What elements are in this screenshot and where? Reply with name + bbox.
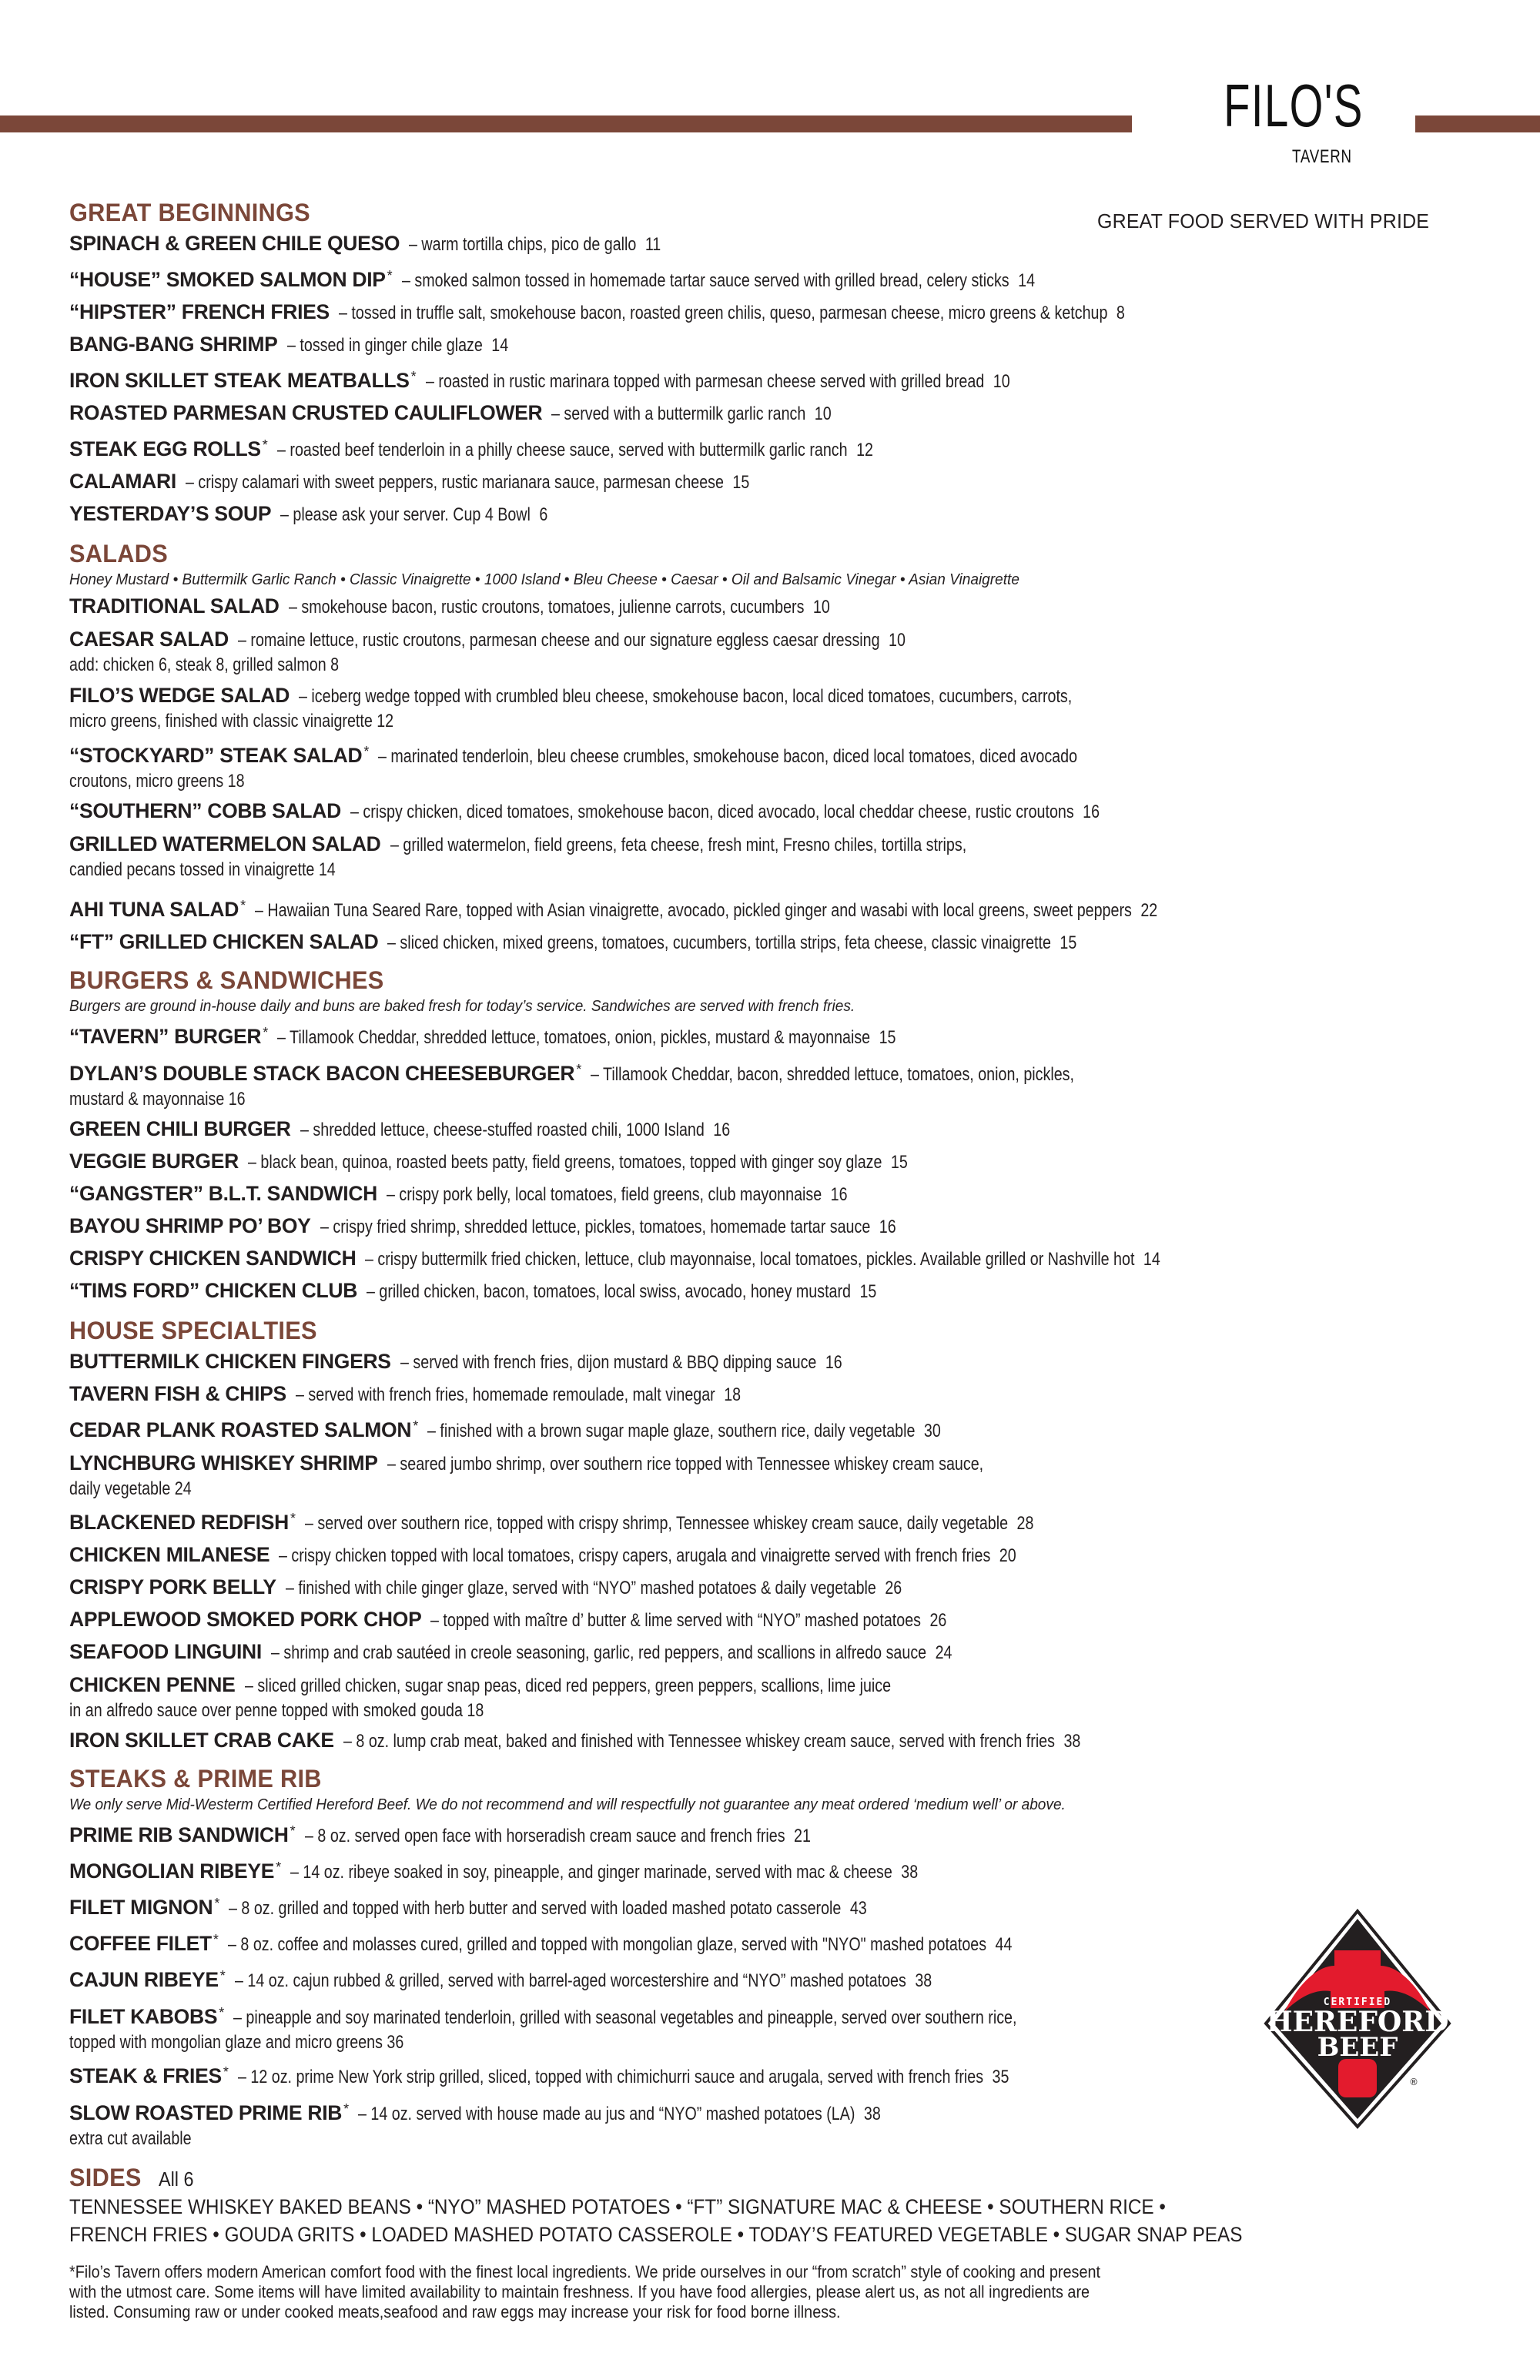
- sides-list-line: FRENCH FRIES • GOUDA GRITS • LOADED MASHED POTATO CASSEROLE • TODAY’S FEATURED VEGETABLE • SUGAR SNAP PEAS: [69, 2223, 1243, 2246]
- item-name: BUTTERMILK CHICKEN FINGERS: [69, 1350, 391, 1373]
- item-name: FILO’S WEDGE SALAD: [69, 684, 290, 707]
- item-price: 15: [890, 1152, 908, 1173]
- item-price: 6: [539, 504, 548, 525]
- description-text: – grilled watermelon, field greens, feta cheese, fresh mint, Fresno chiles, tortilla strips,: [390, 835, 966, 855]
- item-description: [367, 1276, 876, 1307]
- menu-item: [69, 2093, 1270, 2153]
- tagline: GREAT FOOD SERVED WITH PRIDE: [1097, 209, 1430, 233]
- item-price: 10: [993, 371, 1010, 392]
- description-text: – marinated tenderloin, bleu cheese crumbles, smokehouse bacon, diced local tomatoes, diced avocado: [378, 746, 1078, 767]
- raw-warning-asterisk: *: [363, 744, 370, 759]
- item-price: 11: [645, 234, 661, 255]
- disclaimer: [69, 2262, 1150, 2322]
- description-text: – 14 oz. ribeye soaked in soy, pineapple, and ginger marinade, served with mac & cheese: [290, 1862, 892, 1883]
- raw-warning-asterisk: *: [223, 2064, 229, 2080]
- menu-item: [69, 1275, 1270, 1307]
- menu-item: [69, 1725, 1270, 1757]
- raw-warning-asterisk: *: [290, 1823, 296, 1839]
- item-price: 15: [879, 1027, 896, 1048]
- description-text: – served with french fries, homemade remoulade, malt vinegar: [295, 1384, 715, 1405]
- menu-item: [69, 260, 1270, 296]
- section-title: BURGERS & SANDWICHES: [69, 966, 384, 994]
- section-title: SIDES: [69, 2164, 142, 2191]
- item-description: [229, 1893, 867, 1924]
- description-text: – 14 oz. served with house made au jus and “NYO” mashed potatoes (LA): [358, 2104, 855, 2124]
- raw-warning-asterisk: *: [240, 898, 246, 913]
- section-title: HOUSE SPECIALTIES: [69, 1317, 317, 1344]
- item-description: [430, 1605, 946, 1636]
- menu-item: [69, 397, 1270, 430]
- description-text: – pineapple and soy marinated tenderloin, grilled with seasonal vegetables and pineapple, served over southern rice,: [233, 2007, 1017, 2028]
- item-price: 35: [992, 2067, 1009, 2087]
- item-description: [551, 398, 832, 430]
- description-text: – grilled chicken, bacon, tomatoes, local swiss, avocado, honey mustard: [367, 1281, 852, 1302]
- section-note: Burgers are ground in-house daily and buns are baked fresh for today’s service. Sandwiches are served with french fries.: [69, 997, 855, 1015]
- item-price: 30: [924, 1421, 941, 1441]
- item-price: 26: [885, 1578, 902, 1598]
- item-price: 22: [1140, 900, 1158, 921]
- item-description-continued: croutons, micro greens 18: [69, 771, 245, 792]
- menu-item: [69, 430, 1270, 466]
- menu-item: [69, 735, 1270, 795]
- item-description-continued: micro greens, finished with classic vinaigrette 12: [69, 711, 394, 731]
- item-name: “SOUTHERN” COBB SALAD: [69, 799, 341, 822]
- item-description-continued: in an alfredo sauce over penne topped with smoked gouda 18: [69, 1700, 484, 1721]
- item-description-continued: mustard & mayonnaise 16: [69, 1089, 246, 1110]
- item-description: [238, 2061, 1009, 2093]
- item-name: VEGGIE BURGER: [69, 1150, 239, 1173]
- item-description: [427, 1415, 941, 1447]
- menu-item: [69, 1924, 1270, 1960]
- item-name: DYLAN’S DOUBLE STACK BACON CHEESEBURGER: [69, 1062, 575, 1085]
- item-price: 18: [724, 1384, 742, 1405]
- item-price: 38: [864, 2104, 881, 2124]
- section-note: We only serve Mid-Westerm Certified Hereford Beef. We do not recommend and will respectfully not guarantee any meat ordered ‘medium well’ or above.: [69, 1796, 1066, 1813]
- menu-item: [69, 466, 1270, 498]
- description-text: – Hawaiian Tuna Seared Rare, topped with Asian vinaigrette, avocado, pickled ginger and wasabi with local greens, sweet peppers: [255, 900, 1132, 921]
- menu-item: [69, 1447, 1270, 1503]
- menu-section: [69, 197, 1270, 538]
- menu-item: [69, 1503, 1270, 1539]
- item-description: [300, 1114, 730, 1146]
- item-name: SEAFOOD LINGUINI: [69, 1640, 262, 1663]
- certified-hereford-beef-logo: [1261, 1908, 1454, 2131]
- raw-warning-asterisk: *: [410, 369, 417, 384]
- menu-item: [69, 795, 1270, 828]
- item-price: 24: [935, 1642, 952, 1663]
- raw-warning-asterisk: *: [219, 2005, 225, 2020]
- menu-item: [69, 1539, 1270, 1572]
- item-description: [591, 1062, 1074, 1088]
- item-description: [228, 1929, 1012, 1960]
- menu-item: [69, 1053, 1270, 1113]
- item-name: CRISPY CHICKEN SANDWICH: [69, 1247, 357, 1270]
- description-text: – black bean, quinoa, roasted beets patty, field greens, tomatoes, topped with ginger soy glaze: [247, 1152, 882, 1173]
- menu-item: [69, 1669, 1270, 1725]
- description-text: – finished with a brown sugar maple glaze, southern rice, daily vegetable: [427, 1421, 916, 1441]
- item-price: 38: [915, 1970, 932, 1991]
- sides-price: All 6: [158, 2167, 194, 2191]
- item-description: [305, 1508, 1033, 1539]
- menu-item: [69, 1816, 1270, 1852]
- sides-section: [69, 2162, 1270, 2248]
- item-price: 14: [1017, 270, 1035, 291]
- item-price: 38: [1063, 1731, 1081, 1752]
- description-text: – roasted in rustic marinara topped with parmesan cheese served with grilled bread: [425, 371, 984, 392]
- item-name: CAESAR SALAD: [69, 628, 229, 651]
- item-description-continued: extra cut available: [69, 2128, 192, 2149]
- item-description: [387, 1451, 983, 1478]
- menu-item: [69, 498, 1270, 531]
- item-name: TRADITIONAL SALAD: [69, 594, 280, 618]
- raw-warning-asterisk: *: [576, 1062, 582, 1077]
- description-text: – tossed in truffle salt, smokehouse bacon, roasted green chilis, queso, parmesan cheese, micro greens & ketchup: [338, 303, 1108, 323]
- description-text: – smoked salmon tossed in homemade tartar sauce served with grilled bread, celery sticks: [401, 270, 1009, 291]
- item-price: 38: [901, 1862, 919, 1883]
- item-price: 12: [855, 440, 873, 460]
- description-text: – iceberg wedge topped with crumbled bleu cheese, smokehouse bacon, local diced tomatoes, cucumbers, carrots,: [299, 686, 1073, 707]
- item-name: YESTERDAY’S SOUP: [69, 502, 272, 525]
- item-description: [390, 832, 966, 859]
- description-text: – 8 oz. served open face with horseradish cream sauce and french fries: [304, 1826, 785, 1846]
- item-name: MONGOLIAN RIBEYE: [69, 1859, 275, 1883]
- item-name: STEAK EGG ROLLS: [69, 437, 261, 460]
- menu-item: [69, 679, 1270, 735]
- item-description: [305, 1820, 811, 1852]
- item-price: 43: [850, 1898, 868, 1919]
- item-name: CALAMARI: [69, 470, 176, 493]
- item-description: [286, 1572, 902, 1604]
- item-description: [248, 1146, 908, 1178]
- item-name: BAYOU SHRIMP PO’ BOY: [69, 1214, 311, 1237]
- menu-section: [69, 965, 1270, 1315]
- raw-warning-asterisk: *: [262, 437, 268, 453]
- description-text: – please ask your server. Cup 4 Bowl: [280, 504, 531, 525]
- menu-section: [69, 1763, 1270, 2162]
- item-name: “GANGSTER” B.L.T. SANDWICH: [69, 1182, 378, 1205]
- description-text: – Tillamook Cheddar, bacon, shredded lettuce, tomatoes, onion, pickles,: [591, 1064, 1075, 1085]
- item-name: TAVERN FISH & CHIPS: [69, 1382, 286, 1405]
- menu-item: [69, 890, 1270, 926]
- raw-warning-asterisk: *: [387, 268, 393, 283]
- item-name: CHICKEN MILANESE: [69, 1543, 270, 1566]
- item-name: AHI TUNA SALAD: [69, 898, 239, 921]
- raw-warning-asterisk: *: [343, 2101, 350, 2117]
- item-description: [233, 2005, 1016, 2031]
- menu-item: [69, 926, 1270, 959]
- item-description: [409, 229, 661, 260]
- menu-item: [69, 623, 1270, 679]
- disclaimer-line: with the utmost care. Some items will have limited availability to maintain freshness. If you have food allergies, please alert us, as not all ingredients are: [69, 2282, 1090, 2301]
- description-text: – 14 oz. cajun rubbed & grilled, served with barrel-aged worcestershire and “NYO” mashed potatoes: [234, 1970, 906, 1991]
- description-text: – Tillamook Cheddar, shredded lettuce, tomatoes, onion, pickles, mustard & mayonnaise: [277, 1027, 871, 1048]
- description-text: – topped with maître d’ butter & lime served with “NYO” mashed potatoes: [430, 1610, 922, 1631]
- menu-item: [69, 1888, 1270, 1924]
- section-note: Honey Mustard • Buttermilk Garlic Ranch • Classic Vinaigrette • 1000 Island • Bleu Cheese • Caesar • Oil and Balsamic Vinegar • Asian Vinaigrette: [69, 571, 1019, 588]
- item-name: CAJUN RIBEYE: [69, 1968, 219, 1991]
- description-text: – warm tortilla chips, pico de gallo: [409, 234, 637, 255]
- description-text: – crispy buttermilk fried chicken, lettuce, club mayonnaise, local tomatoes, pickles. Available grilled or Nashville hot: [365, 1249, 1135, 1270]
- item-price: 10: [889, 630, 906, 651]
- menu-section: [69, 538, 1270, 965]
- item-price: 15: [859, 1281, 877, 1302]
- item-price: 15: [732, 472, 750, 493]
- item-description: [299, 684, 1072, 710]
- item-name: “HOUSE” SMOKED SALMON DIP: [69, 268, 386, 291]
- description-text: – served with a buttermilk garlic ranch: [551, 403, 806, 424]
- header-rule-right: [1415, 115, 1540, 132]
- description-text: – 8 oz. coffee and molasses cured, grilled and topped with mongolian glaze, served with "NYO" mashed potatoes: [227, 1934, 986, 1955]
- menu-item: [69, 228, 1270, 260]
- menu-item: [69, 1017, 1270, 1053]
- svg-text:CERTIFIED: CERTIFIED: [1323, 1997, 1392, 2008]
- description-text: – served over southern rice, topped with crispy shrimp, Tennessee whiskey cream sauce, daily vegetable: [304, 1513, 1009, 1534]
- header-rule-left: [0, 115, 1132, 132]
- item-name: STEAK & FRIES: [69, 2064, 222, 2087]
- raw-warning-asterisk: *: [290, 1511, 296, 1526]
- item-price: 8: [1116, 303, 1125, 323]
- description-text: – romaine lettuce, rustic croutons, parmesan cheese and our signature eggless caesar dressing: [237, 630, 880, 651]
- item-description-continued: topped with mongolian glaze and micro greens 36: [69, 2032, 404, 2053]
- section-title: STEAKS & PRIME RIB: [69, 1765, 322, 1793]
- sides-list-line: TENNESSEE WHISKEY BAKED BEANS • “NYO” MASHED POTATOES • “FT” SIGNATURE MAC & CHEESE • SOUTHERN RICE •: [69, 2195, 1166, 2218]
- item-price: 26: [929, 1610, 947, 1631]
- menu-section: [69, 1315, 1270, 1763]
- disclaimer-line: *Filo’s Tavern offers modern American comfort food with the finest local ingredients. We pride ourselves in our “from scratch” style of cooking and present: [69, 2262, 1100, 2281]
- item-price: 15: [1060, 932, 1077, 953]
- raw-warning-asterisk: *: [413, 1418, 419, 1434]
- description-text: – crispy pork belly, local tomatoes, field greens, club mayonnaise: [387, 1184, 822, 1205]
- raw-warning-asterisk: *: [214, 1896, 220, 1911]
- item-description: [358, 2101, 881, 2127]
- item-name: “TAVERN” BURGER: [69, 1025, 262, 1048]
- item-name: CEDAR PLANK ROASTED SALMON: [69, 1418, 412, 1441]
- item-name: “FT” GRILLED CHICKEN SALAD: [69, 930, 379, 953]
- item-price: 10: [815, 403, 832, 424]
- description-text: – roasted beef tenderloin in a philly cheese sauce, served with buttermilk garlic ranch: [276, 440, 848, 460]
- item-description: [245, 1673, 891, 1699]
- item-price: 21: [793, 1826, 811, 1846]
- menu-item: [69, 1960, 1270, 1997]
- raw-warning-asterisk: *: [213, 1932, 219, 1947]
- item-name: LYNCHBURG WHISKEY SHRIMP: [69, 1451, 378, 1475]
- item-name: IRON SKILLET STEAK MEATBALLS: [69, 369, 410, 392]
- item-description: [186, 467, 749, 498]
- brand-name: FILO'S: [1224, 72, 1364, 139]
- description-text: – seared jumbo shrimp, over southern rice topped with Tennessee whiskey cream sauce,: [387, 1454, 983, 1475]
- item-description: [365, 1244, 1160, 1275]
- description-text: – smokehouse bacon, rustic croutons, tomatoes, julienne carrots, cucumbers: [288, 597, 805, 618]
- item-description: [287, 330, 508, 361]
- menu-item: [69, 1210, 1270, 1243]
- item-name: ROASTED PARMESAN CRUSTED CAULIFLOWER: [69, 401, 543, 424]
- item-description: [235, 1965, 932, 1997]
- disclaimer-line: listed. Consuming raw or under cooked meats,seafood and raw eggs may increase your risk for food borne illness.: [69, 2302, 841, 2321]
- item-name: PRIME RIB SANDWICH: [69, 1823, 289, 1846]
- item-name: BLACKENED REDFISH: [69, 1511, 289, 1534]
- menu-item: [69, 1852, 1270, 1888]
- item-description: [400, 1347, 842, 1378]
- item-name: SPINACH & GREEN CHILE QUESO: [69, 232, 400, 255]
- item-description: [277, 434, 873, 466]
- item-description: [426, 366, 1010, 397]
- item-price: 16: [825, 1352, 842, 1373]
- item-name: COFFEE FILET: [69, 1932, 212, 1955]
- description-text: – 8 oz. lump crab meat, baked and finished with Tennessee whiskey cream sauce, served with french fries: [343, 1731, 1055, 1752]
- item-description-continued: daily vegetable 24: [69, 1478, 192, 1499]
- item-description-continued: candied pecans tossed in vinaigrette 14: [69, 859, 336, 880]
- item-name: “TIMS FORD” CHICKEN CLUB: [69, 1279, 358, 1302]
- item-description: [238, 628, 906, 654]
- item-name: GRILLED WATERMELON SALAD: [69, 832, 381, 855]
- item-name: IRON SKILLET CRAB CAKE: [69, 1729, 334, 1752]
- svg-text:®: ®: [1409, 2077, 1418, 2087]
- menu-item: [69, 1604, 1270, 1636]
- menu-item: [69, 2057, 1270, 2093]
- menu-item: [69, 1178, 1270, 1210]
- item-price: 28: [1016, 1513, 1034, 1534]
- description-text: – shrimp and crab sautéed in creole seasoning, garlic, red peppers, and scallions in alfredo sauce: [270, 1642, 927, 1663]
- item-description-continued: add: chicken 6, steak 8, grilled salmon 8: [69, 654, 340, 675]
- item-description: [271, 1637, 952, 1669]
- item-name: BANG-BANG SHRIMP: [69, 333, 278, 356]
- sides-header: [69, 2162, 1270, 2193]
- item-description: [350, 796, 1100, 828]
- description-text: – 12 oz. prime New York strip grilled, sliced, topped with chimichurri sauce and arugala, served with french fries: [237, 2067, 983, 2087]
- menu-content: [69, 197, 1270, 2322]
- item-price: 16: [1083, 802, 1100, 822]
- item-description: [320, 1211, 896, 1243]
- item-price: 14: [490, 335, 508, 356]
- brand-subtitle: TAVERN: [1292, 146, 1352, 167]
- item-description: [290, 1856, 918, 1888]
- menu-item: [69, 361, 1270, 397]
- section-title: SALADS: [69, 540, 169, 567]
- menu-item: [69, 329, 1270, 361]
- item-name: APPLEWOOD SMOKED PORK CHOP: [69, 1608, 422, 1631]
- menu-item: [69, 828, 1270, 884]
- item-price: 20: [999, 1545, 1016, 1566]
- item-price: 16: [879, 1217, 896, 1237]
- menu-item: [69, 1636, 1270, 1669]
- description-text: – sliced chicken, mixed greens, tomatoes, cucumbers, tortilla strips, feta cheese, classic vinaigrette: [387, 932, 1052, 953]
- svg-text:BEEF: BEEF: [1317, 2032, 1398, 2063]
- menu-item: [69, 1113, 1270, 1146]
- description-text: – crispy chicken, diced tomatoes, smokehouse bacon, diced avocado, local cheddar cheese, rustic croutons: [350, 802, 1074, 822]
- menu-item: [69, 1243, 1270, 1275]
- item-name: GREEN CHILI BURGER: [69, 1117, 291, 1140]
- menu-item: [69, 296, 1270, 329]
- item-description: [279, 1540, 1016, 1572]
- section-title: GREAT BEGINNINGS: [69, 199, 310, 226]
- menu-item: [69, 1146, 1270, 1178]
- description-text: – shredded lettuce, cheese-stuffed roasted chili, 1000 Island: [300, 1120, 705, 1140]
- item-description: [280, 499, 547, 531]
- item-name: CRISPY PORK BELLY: [69, 1575, 276, 1598]
- brand-logo: [1178, 72, 1409, 139]
- description-text: – crispy calamari with sweet peppers, rustic marianara sauce, parmesan cheese: [185, 472, 724, 493]
- menu-item: [69, 1346, 1270, 1378]
- description-text: – crispy chicken topped with local tomatoes, crispy capers, arugala and vinaigrette served with french fries: [279, 1545, 991, 1566]
- svg-text:HEREFORD: HEREFORD: [1266, 2006, 1449, 2038]
- description-text: – crispy fried shrimp, shredded lettuce, pickles, tomatoes, homemade tartar sauce: [320, 1217, 870, 1237]
- item-name: FILET KABOBS: [69, 2005, 218, 2028]
- item-description: [387, 1179, 848, 1210]
- item-name: “STOCKYARD” STEAK SALAD: [69, 744, 363, 767]
- item-name: FILET MIGNON: [69, 1896, 213, 1919]
- item-price: 16: [712, 1120, 730, 1140]
- item-description: [378, 744, 1077, 770]
- item-name: “HIPSTER” FRENCH FRIES: [69, 300, 330, 323]
- item-description: [255, 895, 1157, 926]
- menu-item: [69, 1411, 1270, 1447]
- description-text: – tossed in ginger chile glaze: [286, 335, 483, 356]
- item-description: [343, 1726, 1080, 1757]
- item-price: 10: [812, 597, 830, 618]
- item-description: [402, 265, 1035, 296]
- description-text: – 8 oz. grilled and topped with herb butter and served with loaded mashed potato casserole: [229, 1898, 842, 1919]
- description-text: – served with french fries, dijon mustard & BBQ dipping sauce: [400, 1352, 817, 1373]
- item-name: SLOW ROASTED PRIME RIB: [69, 2101, 343, 2124]
- item-price: 44: [995, 1934, 1013, 1955]
- item-price: 16: [830, 1184, 848, 1205]
- item-name: CHICKEN PENNE: [69, 1673, 236, 1696]
- item-description: [289, 591, 830, 623]
- raw-warning-asterisk: *: [219, 1968, 226, 1983]
- menu-item: [69, 1572, 1270, 1604]
- raw-warning-asterisk: *: [276, 1859, 282, 1875]
- item-description: [277, 1022, 896, 1053]
- item-description: [387, 927, 1076, 959]
- raw-warning-asterisk: *: [263, 1025, 269, 1040]
- item-price: 14: [1143, 1249, 1161, 1270]
- menu-item: [69, 1997, 1270, 2057]
- item-description: [339, 297, 1125, 329]
- description-text: – sliced grilled chicken, sugar snap peas, diced red peppers, green peppers, scallions, lime juice: [244, 1675, 891, 1696]
- description-text: – finished with chile ginger glaze, served with “NYO” mashed potatoes & daily vegetable: [285, 1578, 876, 1598]
- item-description: [296, 1379, 741, 1411]
- menu-item: [69, 591, 1270, 623]
- menu-item: [69, 1378, 1270, 1411]
